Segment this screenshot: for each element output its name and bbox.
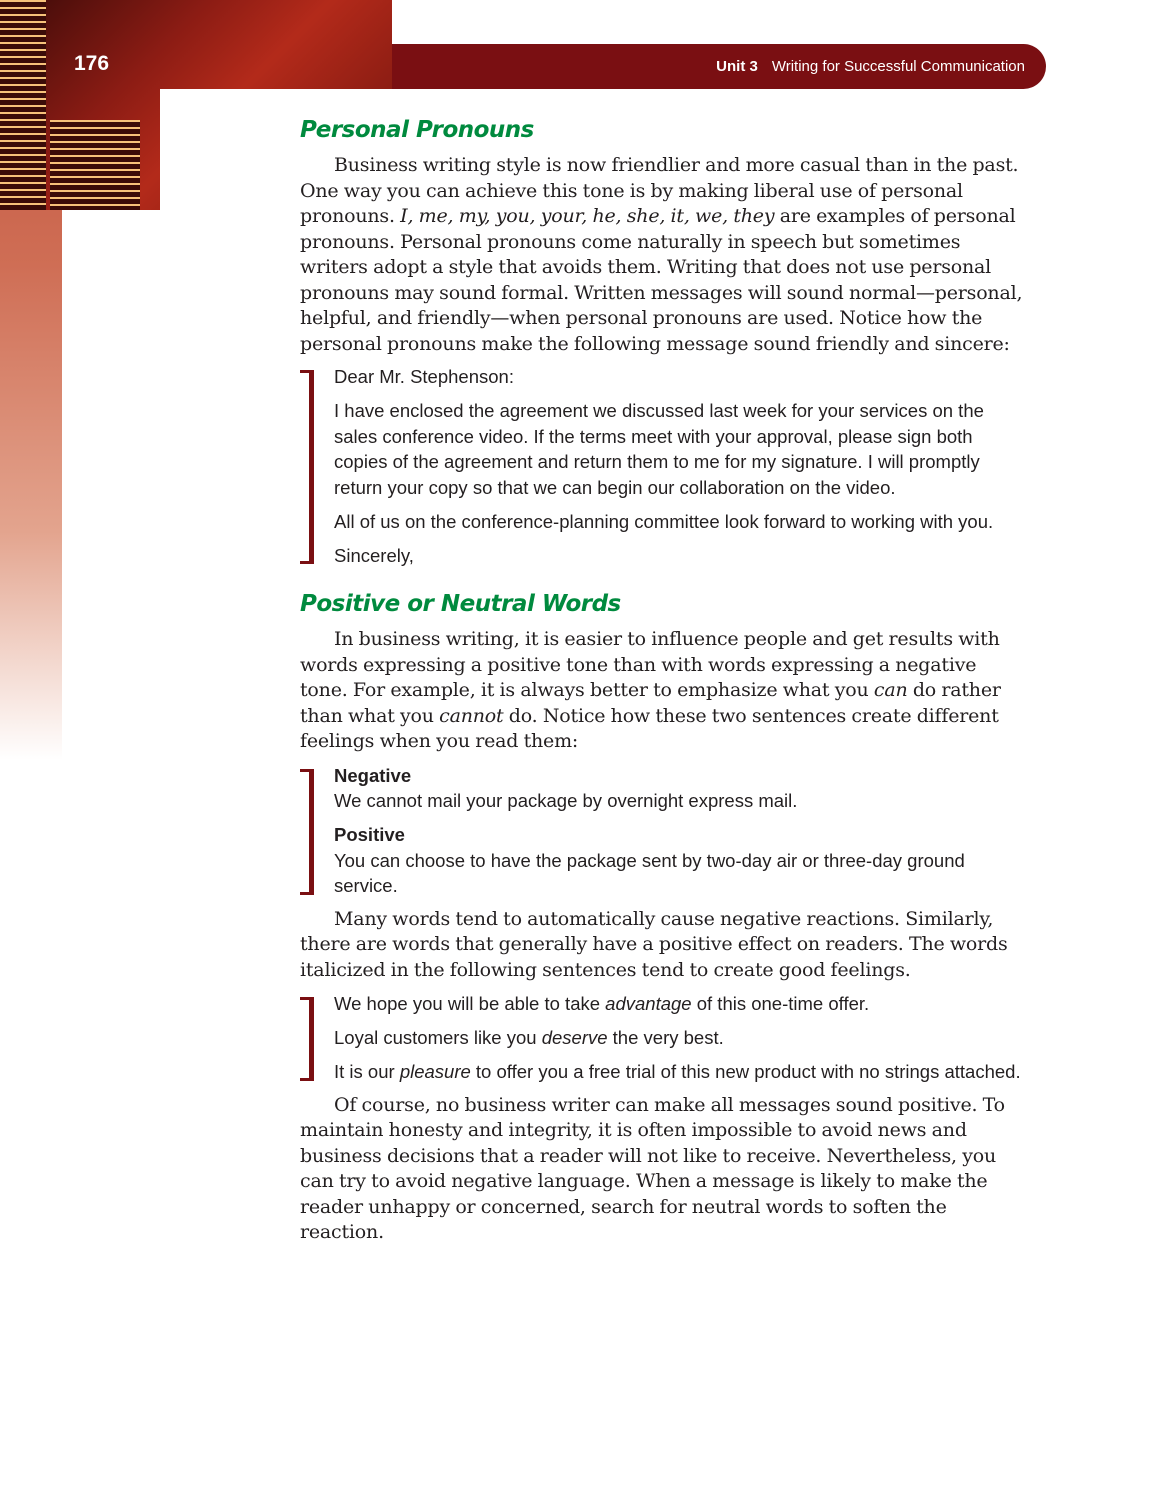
- example-bracket: [300, 370, 314, 564]
- heading-positive-neutral-words: Positive or Neutral Words: [300, 591, 621, 617]
- running-head: [716, 58, 1025, 75]
- positive-words-paragraph-1: [300, 627, 1028, 755]
- negative-label: Negative: [334, 764, 412, 786]
- letter-salutation: Dear Mr. Stephenson:: [334, 366, 514, 387]
- example-sentence-2: [334, 1025, 1028, 1051]
- text-run: We hope you will be able to take: [334, 993, 606, 1014]
- letter-paragraph-1: I have enclosed the agreement we discussed last week for your services on the sales conference video. If the terms meet with your approval, please sign both copies of the agreement and return them to me for my signature. I will promptly return your copy so that we can begin our collaboration on the video.: [334, 400, 984, 498]
- text-run: do. Notice how these two sentences create different feelings when you read them:: [300, 704, 999, 752]
- italic-deserve: deserve: [541, 1027, 608, 1048]
- example-bracket: [300, 769, 314, 895]
- text-run: Loyal customers like you: [334, 1027, 542, 1048]
- text-run: are examples of personal pronouns. Personal pronouns come naturally in speech but sometimes writers adopt a style that avoids them. Writing that does not use personal pronouns may sound formal. Written messages will sound normal—personal, helpful, and friendly—when personal pronouns are used. Notice how the personal pronouns make the following message sound friendly and sincere:: [300, 205, 1023, 355]
- italic-can: can: [873, 679, 908, 701]
- italic-advantage: advantage: [605, 993, 692, 1014]
- text-run: the very best.: [607, 1027, 724, 1048]
- unit-title: Writing for Successful Communication: [771, 58, 1025, 75]
- building-left: [0, 0, 46, 210]
- example-sentence-1: [334, 991, 1028, 1017]
- italic-cannot: cannot: [439, 704, 504, 727]
- main-content: [300, 114, 1028, 1246]
- letter-closing: Sincerely,: [334, 544, 414, 566]
- text-run: to offer you a free trial of this new product with no strings attached.: [470, 1061, 1021, 1082]
- building-center: [50, 120, 140, 210]
- unit-label: Unit 3: [716, 58, 758, 75]
- positive-label: Positive: [334, 824, 405, 845]
- text-run: do rather than what you: [300, 679, 1001, 727]
- negative-positive-example: [300, 763, 1028, 899]
- personal-pronouns-paragraph: [300, 153, 1028, 357]
- text-run: Business writing style is now friendlier and more casual than in the past. One way you can achieve this tone is by making liberal use of personal pronouns.: [300, 154, 1019, 227]
- positive-words-paragraph-2: Many words tend to automatically cause negative reactions. Similarly, there are words that generally have a positive effect on readers. The words italicized in the following sentences tend to create good feelings.: [300, 907, 1008, 981]
- letter-example: [300, 364, 1028, 568]
- text-run: In business writing, it is easier to influence people and get results with words expressing a positive tone than with words expressing a negative tone. For example, it is always better to emphasize what you: [300, 628, 1000, 701]
- positive-sentence: You can choose to have the package sent by two-day air or three-day ground service.: [334, 849, 965, 896]
- heading-personal-pronouns: Personal Pronouns: [300, 117, 534, 143]
- italic-pleasure: pleasure: [399, 1061, 471, 1082]
- letter-paragraph-2: All of us on the conference-planning committee look forward to working with you.: [334, 510, 994, 532]
- positive-words-paragraph-3: Of course, no business writer can make all messages sound positive. To maintain honesty and integrity, it is often impossible to avoid news and business decisions that a reader will not like to receive. Nevertheless, you can try to avoid negative language. When a message is likely to make the reader unhappy or concerned, search for neutral words to soften the reaction.: [300, 1093, 1005, 1243]
- example-bracket: [300, 997, 314, 1081]
- text-run: of this one-time offer.: [691, 993, 870, 1014]
- italic-words-example: [300, 991, 1028, 1085]
- text-run: It is our: [334, 1061, 400, 1082]
- italic-pronoun-list: I, me, my, you, your, he, she, it, we, they: [400, 205, 775, 227]
- page-number: 176: [74, 52, 110, 75]
- negative-sentence: We cannot mail your package by overnight express mail.: [334, 790, 798, 811]
- example-sentence-3: [334, 1059, 1028, 1085]
